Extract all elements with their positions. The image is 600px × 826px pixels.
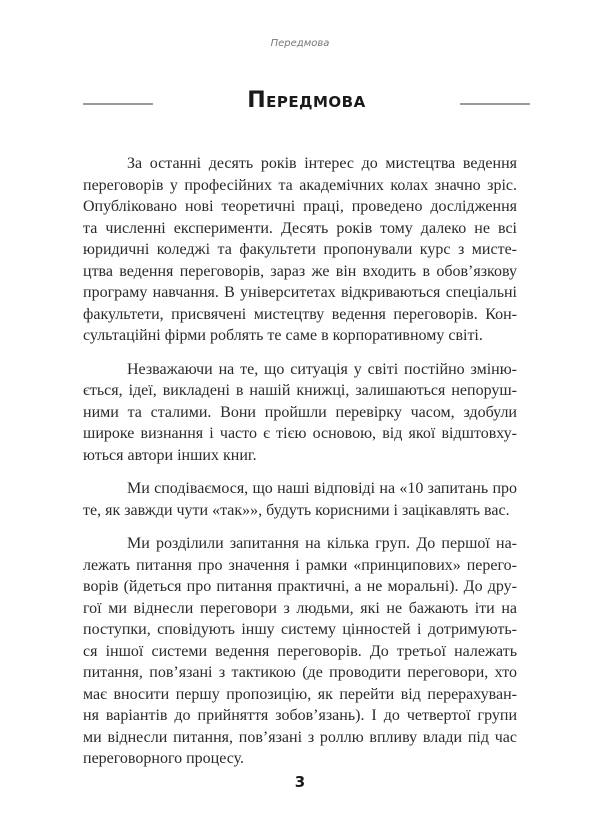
text-line: цтва ведення переговорів, зараз же він входить в обов’язкову: [83, 262, 517, 280]
text-line: гої ми віднесли переговори з людьми, які не бажають іти на: [83, 599, 517, 617]
text-line: За останні десять років інтерес до мистецтва ведення: [127, 155, 517, 172]
text-line: сультаційні фірми роблять те саме в корпоративному світі.: [83, 327, 483, 344]
text-line: те, як завжди чути «так»», будуть корисними і зацікавлять вас.: [83, 501, 510, 519]
text-line: факультети, присвячені мистецтву ведення переговорів. Кон-: [83, 305, 517, 323]
text-line: Ми розділили запитання на кілька груп. До першої на-: [127, 535, 517, 552]
text-line: лежать питання про значення і рамки «принципових» перего-: [83, 556, 517, 574]
page-number: 3: [294, 773, 306, 791]
text-line: та численні експерименти. Десять років тому далеко не всі: [83, 219, 517, 237]
text-line: ся іншої системи ведення переговорів. До третьої належать: [83, 642, 517, 660]
text-line: ворів (йдеться про питання практичні, а не моральні). До дру-: [83, 578, 517, 595]
paragraph: [83, 478, 517, 521]
text-line: має вносити першу пропозицію, як перейти від перерахуван-: [83, 685, 517, 703]
paragraph: [83, 359, 517, 467]
text-line: Опубліковано нові теоретичні праці, проведено дослідження: [83, 198, 517, 215]
text-line: юридичні коледжі та факультети пропонували курс з мисте-: [83, 241, 517, 258]
text-line: ються автори інших книг.: [83, 446, 257, 464]
text-line: ми віднесли питання, пов’язані з роллю впливу влади під час: [83, 728, 517, 746]
text-line: Незважаючи на те, що ситуація у світі постійно зміню-: [127, 360, 517, 378]
paragraph: [83, 533, 517, 770]
heading-rule-left: [83, 103, 153, 105]
text-line: ними та сталими. Вони пройшли перевірку часом, здобули: [83, 403, 517, 421]
text-line: ня варіантів до прийняття зобов’язань). І до четвертої групи: [83, 707, 517, 724]
text-line: широке визнання і часто є тією основою, від якої відштовху-: [83, 425, 517, 442]
text-line: програму навчання. В університетах відкриваються спеціальні: [83, 284, 517, 301]
chapter-heading: [83, 88, 530, 118]
running-head: Передмова: [270, 38, 330, 49]
paragraph: [83, 153, 517, 347]
chapter-title: Передмова: [247, 88, 366, 113]
heading-rule-right: [460, 103, 530, 105]
text-line: переговорів у професійних та академічних колах значно зріс.: [83, 176, 517, 194]
text-line: питання, пов’язані з тактикою (де проводити переговори, хто: [83, 664, 517, 681]
body-text: [83, 153, 517, 770]
text-line: переговорного процесу.: [83, 750, 245, 767]
text-line: поступки, сповідують іншу систему цінностей і дотримують-: [83, 621, 517, 638]
text-line: Ми сподіваємося, що наші відповіді на «10 запитань про: [127, 480, 517, 497]
text-line: ється, ідеї, викладені в нашій книжці, залишаються непоруш-: [83, 382, 517, 399]
